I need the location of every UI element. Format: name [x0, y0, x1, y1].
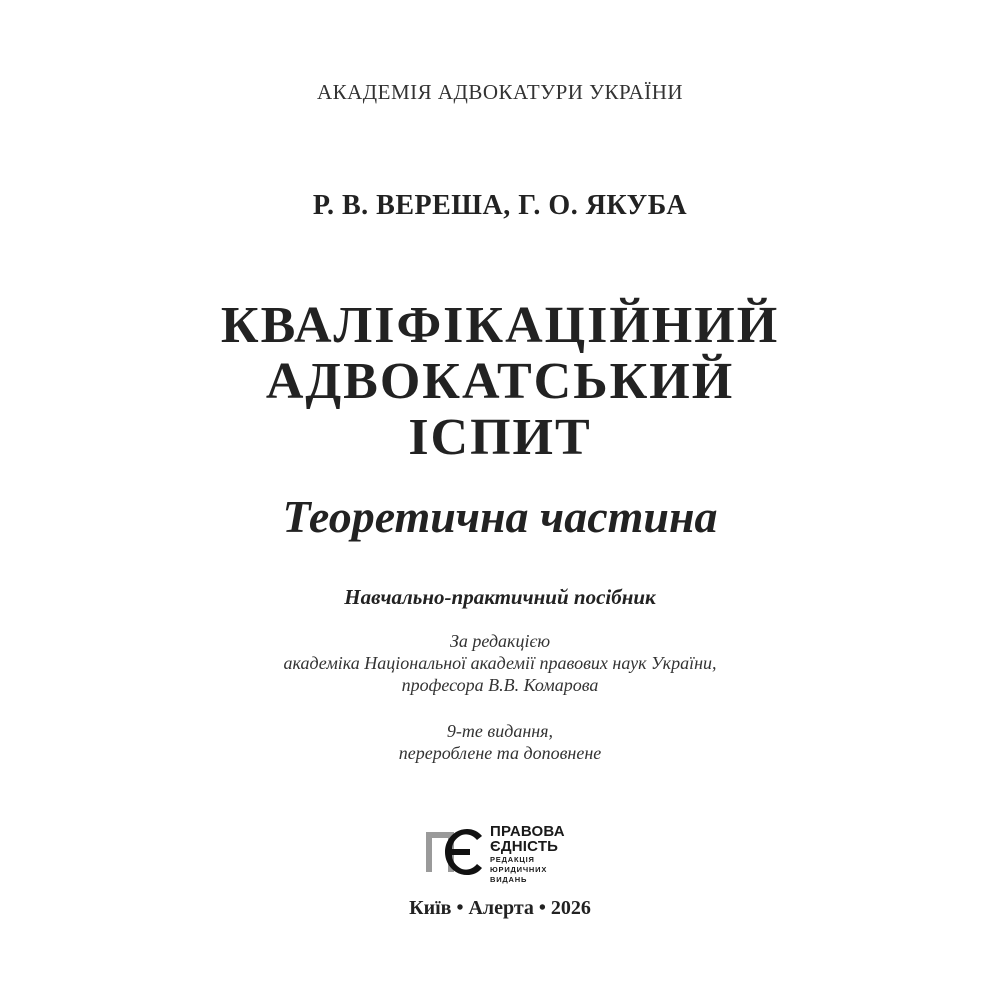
- publisher-sub-line: РЕДАКЦІЯ: [490, 855, 535, 864]
- edition-info: [0, 720, 1000, 764]
- edition-line: перероблене та доповнене: [398, 743, 602, 763]
- book-title: [0, 298, 1000, 466]
- publisher-sub-line: ЮРИДИЧНИХ: [490, 865, 548, 874]
- authors: Р. В. ВЕРЕША, Г. О. ЯКУБА: [312, 190, 688, 221]
- book-type: Навчально-практичний посібник: [344, 585, 656, 609]
- editor-info: [0, 630, 1000, 696]
- pravova-yednist-logo-icon: [424, 824, 488, 880]
- editor-line: За редакцією: [449, 631, 551, 651]
- publisher-sub-line: ВИДАНЬ: [490, 875, 528, 884]
- institution-name: АКАДЕМІЯ АДВОКАТУРИ УКРАЇНИ: [316, 80, 684, 104]
- editor-line: професора В.В. Комарова: [401, 675, 599, 695]
- publisher-logo: [424, 823, 584, 884]
- publisher-name-line: ЄДНІСТЬ: [490, 838, 559, 855]
- editor-line: академіка Національної академії правових наук України,: [283, 653, 717, 673]
- title-line: КВАЛІФІКАЦІЙНИЙ: [220, 297, 780, 354]
- imprint: Київ • Алерта • 2026: [409, 897, 591, 919]
- book-subtitle: Теоретична частина: [282, 491, 718, 542]
- publisher-name: [490, 824, 565, 884]
- edition-line: 9-те видання,: [446, 721, 554, 741]
- title-line: АДВОКАТСЬКИЙ: [265, 353, 735, 410]
- publisher-name-line: ПРАВОВА: [490, 823, 565, 840]
- title-line: ІСПИТ: [408, 409, 592, 466]
